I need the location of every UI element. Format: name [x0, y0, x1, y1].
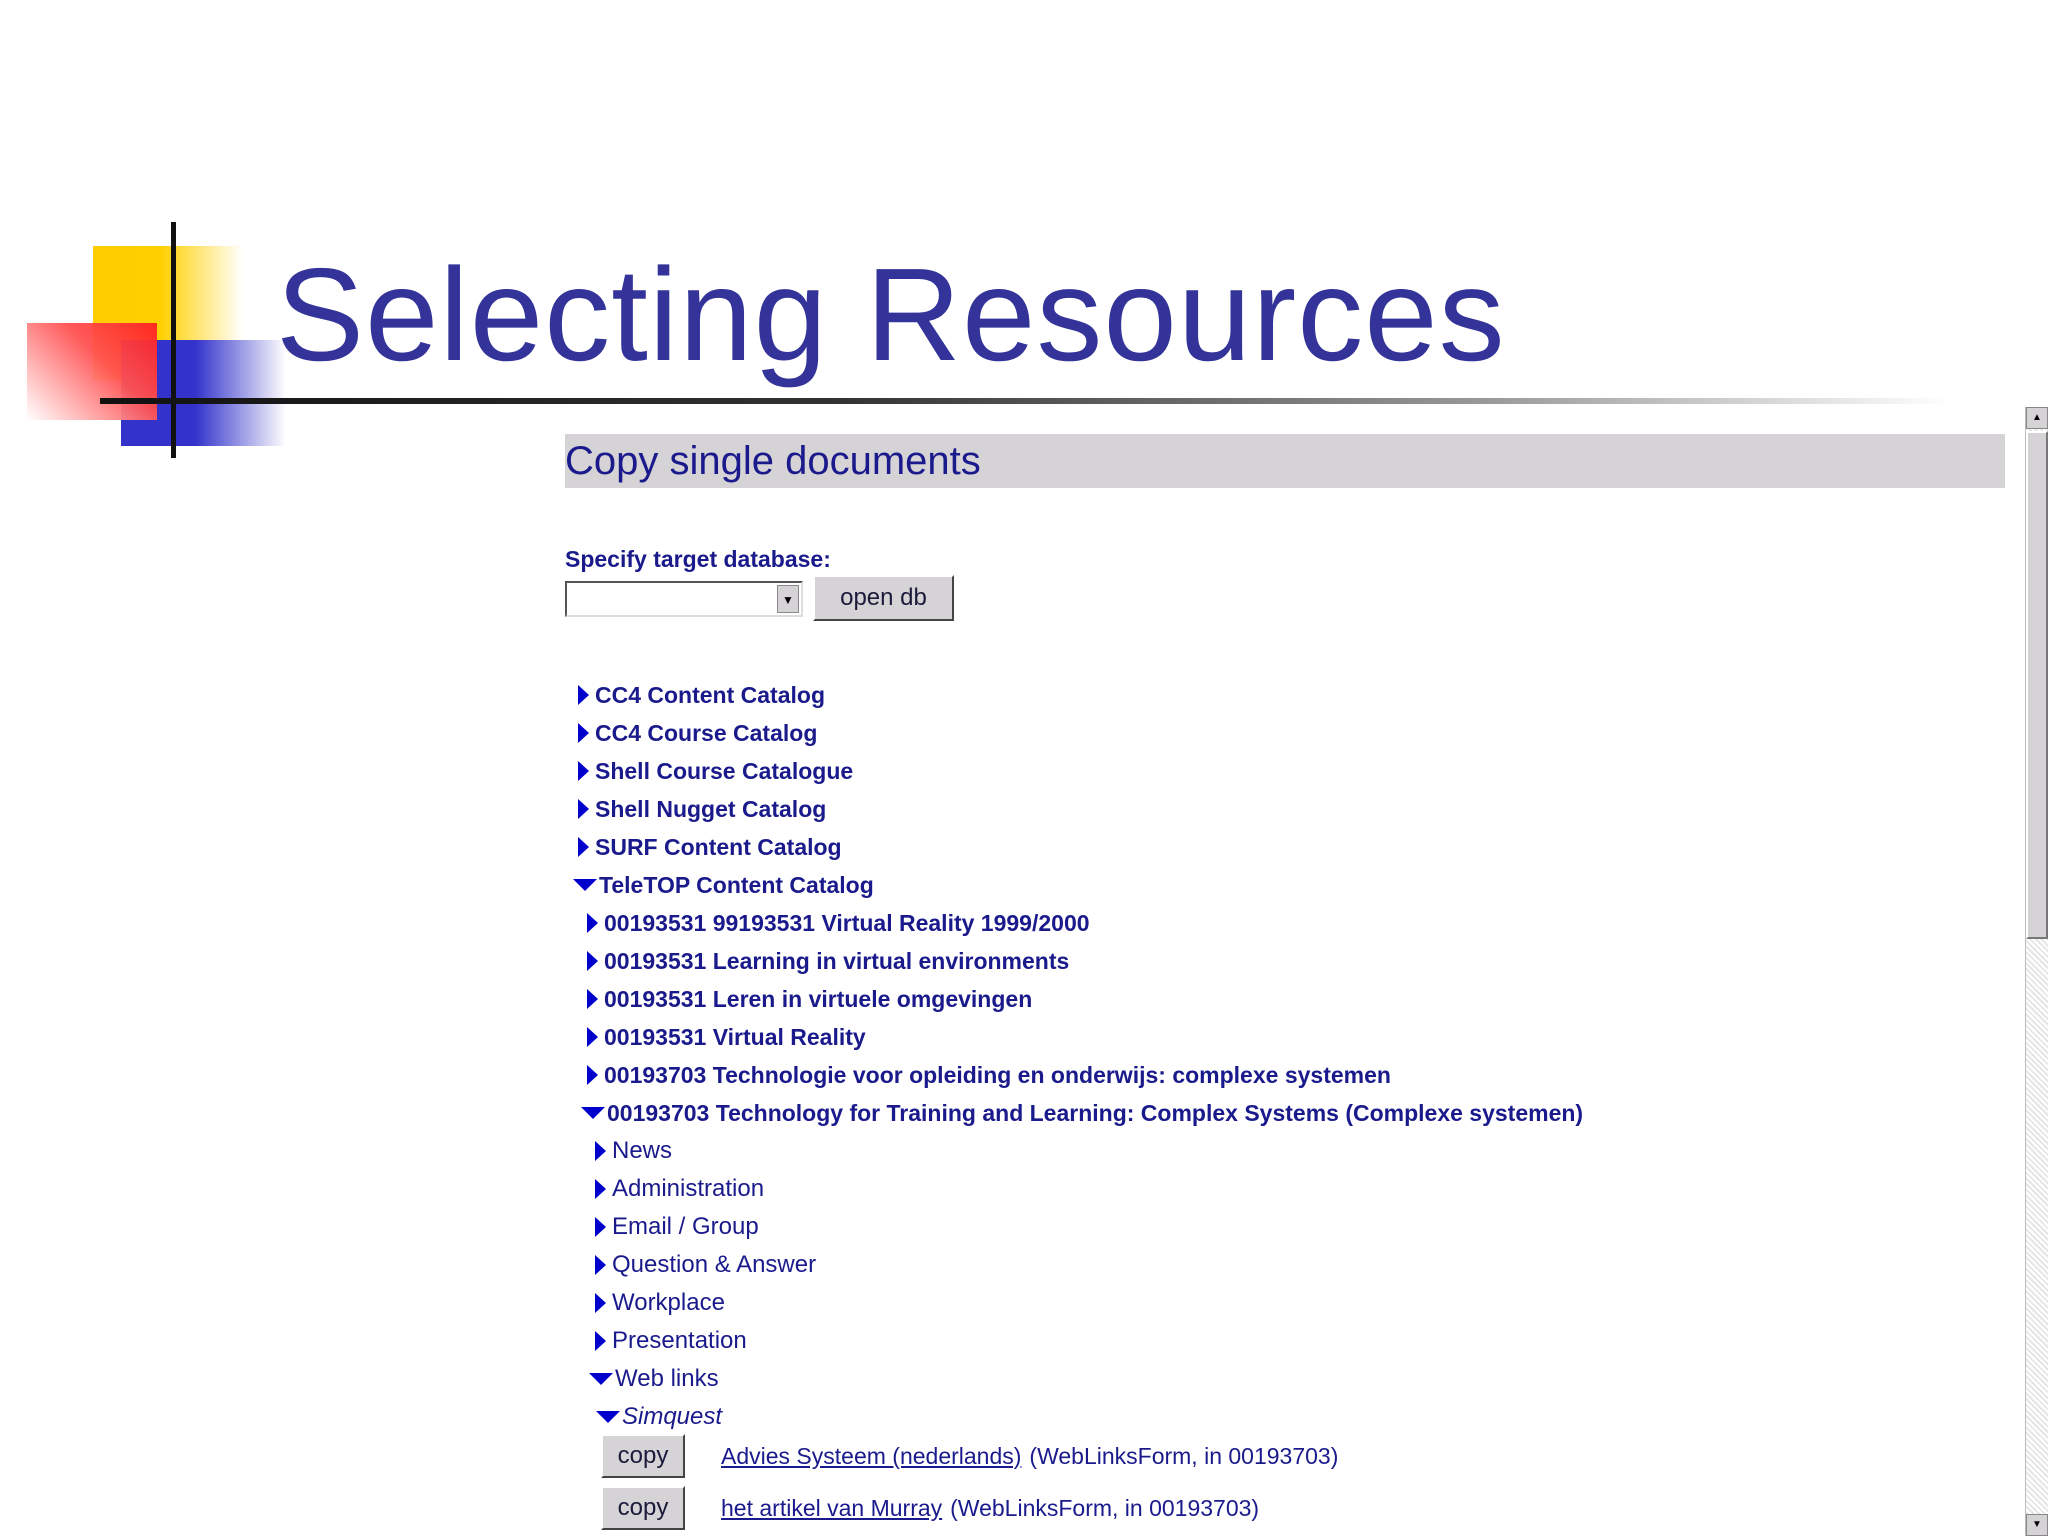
- copy-button[interactable]: copy: [601, 1486, 685, 1530]
- copy-button[interactable]: copy: [601, 1434, 685, 1478]
- tree-item-section[interactable]: [595, 1246, 816, 1284]
- tree-item-label: Email / Group: [612, 1213, 759, 1240]
- decor-horizontal-line: [100, 398, 1950, 404]
- expand-arrow-icon[interactable]: [587, 1065, 598, 1085]
- tree-item-label: 00193531 Leren in virtuele omgevingen: [604, 986, 1033, 1012]
- collapse-arrow-icon[interactable]: [581, 1107, 605, 1119]
- expand-arrow-icon[interactable]: [595, 1217, 606, 1237]
- tree-item-course[interactable]: [587, 904, 1090, 942]
- expand-arrow-icon[interactable]: [578, 799, 589, 819]
- tree-item-label: Workplace: [612, 1289, 725, 1316]
- tree-item-section[interactable]: [595, 1284, 725, 1322]
- tree-item-label: TeleTOP Content Catalog: [599, 872, 874, 898]
- vertical-scrollbar[interactable]: [2025, 407, 2048, 1536]
- tree-item-catalog[interactable]: [578, 790, 826, 828]
- tree-item-label: Simquest: [622, 1403, 723, 1430]
- expand-arrow-icon[interactable]: [595, 1293, 606, 1313]
- tree-item-course-expanded[interactable]: [581, 1094, 1583, 1132]
- tree-item-course[interactable]: [587, 1056, 1391, 1094]
- target-database-select[interactable]: [565, 581, 803, 617]
- expand-arrow-icon[interactable]: [578, 685, 589, 705]
- scroll-up-icon[interactable]: ▲: [2026, 407, 2048, 429]
- expand-arrow-icon[interactable]: [587, 1027, 598, 1047]
- tree-item-section[interactable]: [595, 1132, 672, 1170]
- open-db-button[interactable]: open db: [813, 575, 954, 621]
- chevron-down-icon[interactable]: ▼: [777, 585, 799, 613]
- tree-item-catalog[interactable]: [578, 676, 825, 714]
- tree-item-label: 00193703 Technologie voor opleiding en onderwijs: complexe systemen: [604, 1062, 1391, 1088]
- document-row: [601, 1485, 1259, 1531]
- tree-item-catalog[interactable]: [578, 752, 853, 790]
- expand-arrow-icon[interactable]: [595, 1141, 606, 1161]
- expand-arrow-icon[interactable]: [595, 1255, 606, 1275]
- tree-item-label: Administration: [612, 1175, 765, 1202]
- expand-arrow-icon[interactable]: [587, 989, 598, 1009]
- expand-arrow-icon[interactable]: [595, 1179, 606, 1199]
- tree-item-catalog[interactable]: [578, 714, 817, 752]
- document-link[interactable]: Advies Systeem (nederlands): [721, 1442, 1022, 1469]
- tree-item-section[interactable]: [595, 1170, 764, 1208]
- tree-item-label: CC4 Course Catalog: [595, 720, 818, 746]
- collapse-arrow-icon[interactable]: [573, 879, 597, 891]
- tree-item-label: Shell Course Catalogue: [595, 758, 854, 784]
- tree-item-section[interactable]: [595, 1322, 747, 1360]
- tree-item-label: 00193531 Learning in virtual environments: [604, 948, 1070, 974]
- tree-item-subsection-expanded[interactable]: [596, 1398, 722, 1436]
- target-database-label: Specify target database:: [565, 546, 831, 572]
- tree-item-label: 00193703 Technology for Training and Learning: Complex Systems (Complexe systemen): [607, 1100, 1584, 1126]
- expand-arrow-icon[interactable]: [578, 761, 589, 781]
- tree-item-catalog[interactable]: [578, 828, 842, 866]
- tree-item-label: Presentation: [612, 1327, 747, 1354]
- collapse-arrow-icon[interactable]: [589, 1373, 613, 1385]
- expand-arrow-icon[interactable]: [595, 1331, 606, 1351]
- decor-vertical-line: [171, 222, 176, 458]
- tree-item-label: Question & Answer: [612, 1251, 817, 1278]
- tree-item-label: News: [612, 1137, 673, 1164]
- tree-item-section-expanded[interactable]: [589, 1360, 719, 1398]
- tree-item-label: CC4 Content Catalog: [595, 682, 825, 708]
- decor-red-square: [27, 323, 157, 420]
- collapse-arrow-icon[interactable]: [596, 1411, 620, 1423]
- tree-item-label: 00193531 99193531 Virtual Reality 1999/2000: [604, 910, 1090, 936]
- panel-header: Copy single documents: [565, 434, 2005, 488]
- tree-item-course[interactable]: [587, 942, 1069, 980]
- tree-item-course[interactable]: [587, 980, 1032, 1018]
- document-meta: (WebLinksForm, in 00193703): [950, 1494, 1260, 1521]
- expand-arrow-icon[interactable]: [587, 951, 598, 971]
- tree-item-catalog-expanded[interactable]: [573, 866, 874, 904]
- slide-title: Selecting Resources: [276, 241, 1506, 388]
- scrollbar-thumb[interactable]: [2026, 431, 2048, 939]
- tree-item-section[interactable]: [595, 1208, 759, 1246]
- tree-item-label: SURF Content Catalog: [595, 834, 842, 860]
- tree-item-label: Web links: [615, 1365, 719, 1392]
- scroll-down-icon[interactable]: ▼: [2026, 1514, 2048, 1536]
- tree-item-label: Shell Nugget Catalog: [595, 796, 827, 822]
- expand-arrow-icon[interactable]: [578, 723, 589, 743]
- document-row: [601, 1433, 1338, 1479]
- document-link[interactable]: het artikel van Murray: [721, 1494, 943, 1521]
- expand-arrow-icon[interactable]: [578, 837, 589, 857]
- tree-item-course[interactable]: [587, 1018, 866, 1056]
- expand-arrow-icon[interactable]: [587, 913, 598, 933]
- tree-item-label: 00193531 Virtual Reality: [604, 1024, 866, 1050]
- document-meta: (WebLinksForm, in 00193703): [1029, 1442, 1339, 1469]
